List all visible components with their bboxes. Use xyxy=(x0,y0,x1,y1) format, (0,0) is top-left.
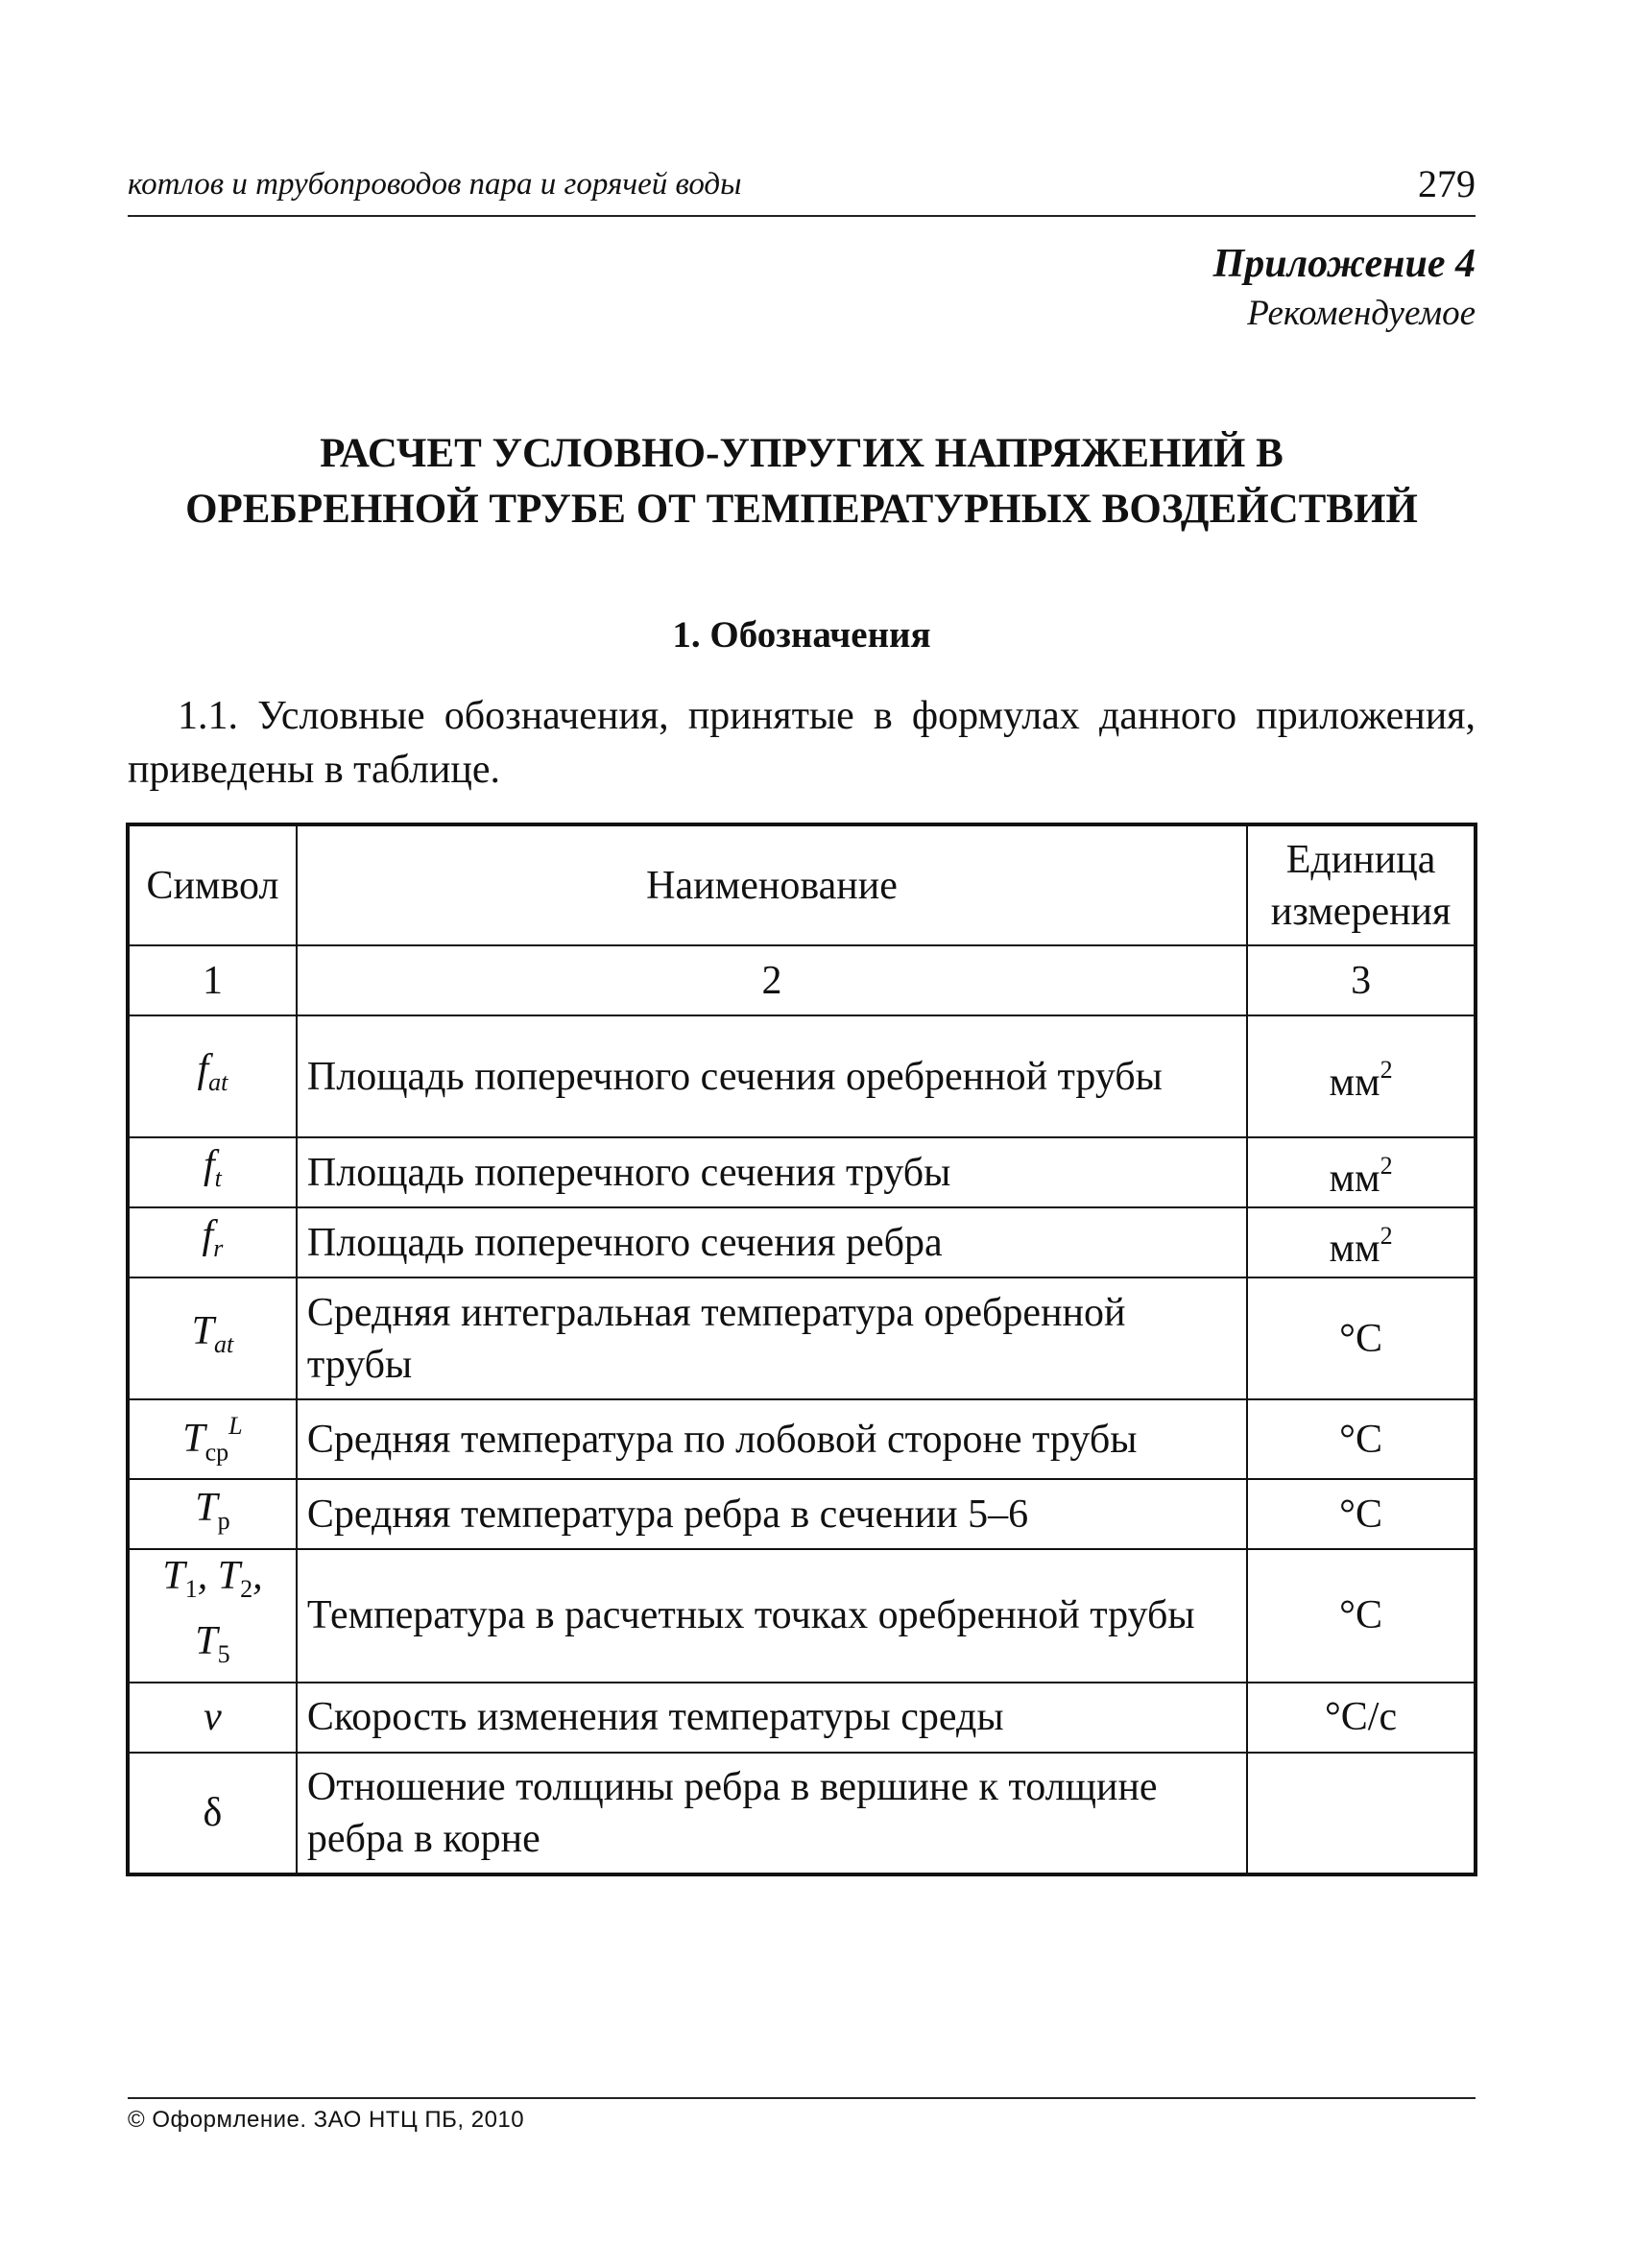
column-number-1: 1 xyxy=(128,945,297,1015)
section-heading: 1. Обозначения xyxy=(672,614,931,656)
table-row xyxy=(128,1399,1476,1479)
name-cell: Скорость изменения температуры среды xyxy=(297,1683,1247,1753)
name-cell: Средняя интегральная температура оребренной трубы xyxy=(297,1277,1247,1399)
document-title xyxy=(128,426,1476,537)
running-title: котлов и трубопроводов пара и горячей воды xyxy=(128,167,742,202)
table-row xyxy=(128,1549,1476,1682)
unit-cell: $мм^2$ xyxy=(1247,1137,1476,1207)
notation-table xyxy=(126,823,1477,1876)
symbol-cell: $T_{ср}^L$ xyxy=(128,1399,297,1479)
unit-cell: °С xyxy=(1247,1549,1476,1682)
header-unit: Единица измерения xyxy=(1247,824,1476,945)
table-row xyxy=(128,1207,1476,1277)
unit-cell: °С xyxy=(1247,1479,1476,1549)
unit-cell: °С/с xyxy=(1247,1683,1476,1753)
table-row xyxy=(128,1137,1476,1207)
unit-cell: $мм^2$ xyxy=(1247,1207,1476,1277)
page-footer xyxy=(128,2097,1476,2133)
header-symbol: Символ xyxy=(128,824,297,945)
symbol-cell: $f_r$ xyxy=(128,1207,297,1277)
symbol-cell: $T_р$ xyxy=(128,1479,297,1549)
appendix-label xyxy=(1213,238,1476,338)
table-row xyxy=(128,1479,1476,1549)
column-number-3: 3 xyxy=(1247,945,1476,1015)
unit-cell xyxy=(1247,1753,1476,1874)
table-row xyxy=(128,1753,1476,1874)
name-cell: Площадь поперечного сечения оребренной трубы xyxy=(297,1015,1247,1137)
document-title-line-2: ОРЕБРЕННОЙ ТРУБЕ ОТ ТЕМПЕРАТУРНЫХ ВОЗДЕЙСТВИЙ xyxy=(185,487,1418,532)
name-cell: Средняя температура ребра в сечении 5–6 xyxy=(297,1479,1247,1549)
symbol-cell: $f_t$ xyxy=(128,1137,297,1207)
document-title-line-1: РАСЧЕТ УСЛОВНО-УПРУГИХ НАПРЯЖЕНИЙ В xyxy=(320,431,1284,476)
header-name: Наименование xyxy=(297,824,1247,945)
table-row xyxy=(128,1277,1476,1399)
unit-cell: °С xyxy=(1247,1277,1476,1399)
name-cell: Температура в расчетных точках оребренной трубы xyxy=(297,1549,1247,1682)
name-cell: Отношение толщины ребра в вершине к толщине ребра в корне xyxy=(297,1753,1247,1874)
page-number: 279 xyxy=(1418,162,1476,205)
symbol-cell: $T_{at}$ xyxy=(128,1277,297,1399)
table-column-numbers-row xyxy=(128,945,1476,1015)
copyright-text: © Оформление. ЗАО НТЦ ПБ, 2010 xyxy=(128,2107,525,2133)
table-row xyxy=(128,1683,1476,1753)
column-number-2: 2 xyxy=(297,945,1247,1015)
appendix-subtitle: Рекомендуемое xyxy=(1247,294,1476,333)
symbol-cell: v xyxy=(128,1683,297,1753)
appendix-title: Приложение 4 xyxy=(1212,242,1476,286)
intro-paragraph: 1.1. Условные обозначения, принятые в формулах данного приложения, приведены в таблице. xyxy=(128,694,1476,792)
name-cell: Средняя температура по лобовой стороне трубы xyxy=(297,1399,1247,1479)
unit-cell: $мм^2$ xyxy=(1247,1015,1476,1137)
symbol-cell: $f_{at}$ xyxy=(128,1015,297,1137)
name-cell: Площадь поперечного сечения трубы xyxy=(297,1137,1247,1207)
table-header-row xyxy=(128,824,1476,945)
unit-cell: °С xyxy=(1247,1399,1476,1479)
name-cell: Площадь поперечного сечения ребра xyxy=(297,1207,1247,1277)
symbol-cell: δ xyxy=(128,1753,297,1874)
table-row xyxy=(128,1015,1476,1137)
running-header xyxy=(128,161,1476,217)
symbol-cell: $T_1$, $T_2$, $T_5$ xyxy=(128,1549,297,1682)
